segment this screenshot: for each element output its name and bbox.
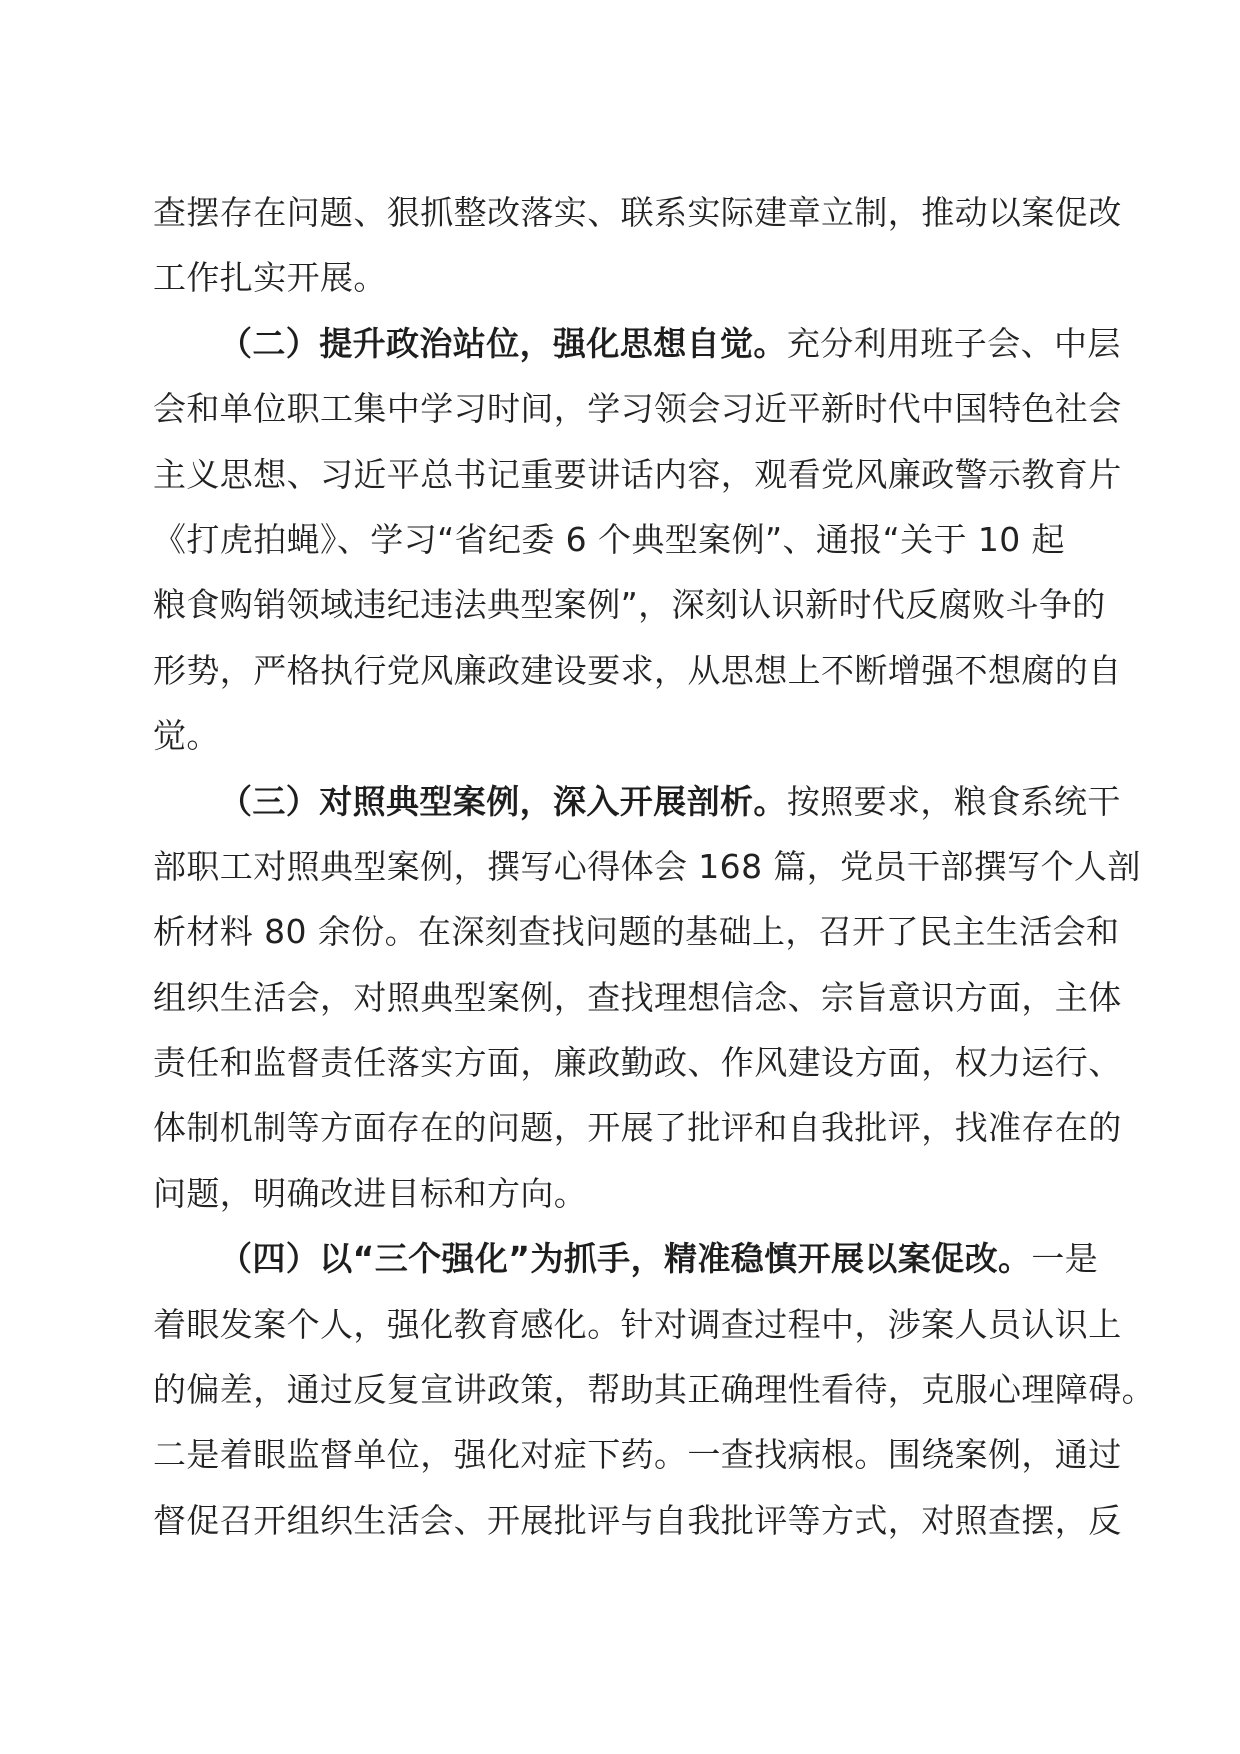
text-line: 着眼发案个人，强化教育感化。针对调查过程中，涉案人员认识上	[153, 1304, 1122, 1344]
text-line: 《打虎拍蝇》、学习“省纪委 6 个典型案例”、通报“关于 10 起	[153, 519, 1065, 559]
text-line: 会和单位职工集中学习时间，学习领会习近平新时代中国特色社会	[153, 389, 1122, 429]
text-run: 充分利用班子会、中层	[786, 323, 1121, 363]
paragraph-first-line	[153, 311, 1121, 376]
text-line: 粮食购销领域违纪违法典型案例”，深刻认识新时代反腐败斗争的	[153, 585, 1106, 625]
text-line: 析材料 80 余份。在深刻查找问题的基础上，召开了民主生活会和	[153, 912, 1120, 952]
paragraph-section-3	[153, 769, 1141, 1227]
paragraph-section-2	[153, 311, 1122, 769]
paragraph-section-4	[153, 1226, 1155, 1553]
text-line: 体制机制等方面存在的问题，开展了批评和自我批评，找准存在的	[153, 1108, 1122, 1148]
paragraph-continuation	[153, 180, 1122, 311]
text-line: 觉。	[153, 716, 220, 756]
text-run: 一是	[1031, 1239, 1099, 1279]
paragraph-first-line	[153, 769, 1121, 834]
text-line: 问题，明确改进目标和方向。	[153, 1173, 588, 1213]
section-heading: （二）提升政治站位，强化思想自觉。	[219, 323, 787, 363]
document-body	[153, 180, 1155, 1553]
section-heading: （三）对照典型案例，深入开展剖析。	[219, 781, 787, 821]
text-line: 工作扎实开展。	[153, 258, 387, 298]
text-run: 按照要求，粮食系统干	[786, 781, 1121, 821]
paragraph-first-line	[153, 1226, 1099, 1291]
text-line: 的偏差，通过反复宣讲政策，帮助其正确理性看待，克服心理障碍。	[153, 1370, 1155, 1410]
text-line: 组织生活会，对照典型案例，查找理想信念、宗旨意识方面，主体	[153, 977, 1122, 1017]
text-line: 责任和监督责任落实方面，廉政勤政、作风建设方面，权力运行、	[153, 1043, 1122, 1083]
text-line: 二是着眼监督单位，强化对症下药。一查找病根。围绕案例，通过	[153, 1435, 1122, 1475]
text-line: 主义思想、习近平总书记重要讲话内容，观看党风廉政警示教育片	[153, 454, 1122, 494]
text-line: 查摆存在问题、狠抓整改落实、联系实际建章立制，推动以案促改	[153, 193, 1122, 232]
text-line: 督促召开组织生活会、开展批评与自我批评等方式，对照查摆，反	[153, 1500, 1122, 1540]
text-line: 形势，严格执行党风廉政建设要求，从思想上不断增强不想腐的自	[153, 650, 1122, 690]
section-heading: （四）以“三个强化”为抓手，精准稳慎开展以案促改。	[219, 1239, 1032, 1279]
text-line: 部职工对照典型案例，撰写心得体会 168 篇，党员干部撰写个人剖	[153, 846, 1141, 886]
